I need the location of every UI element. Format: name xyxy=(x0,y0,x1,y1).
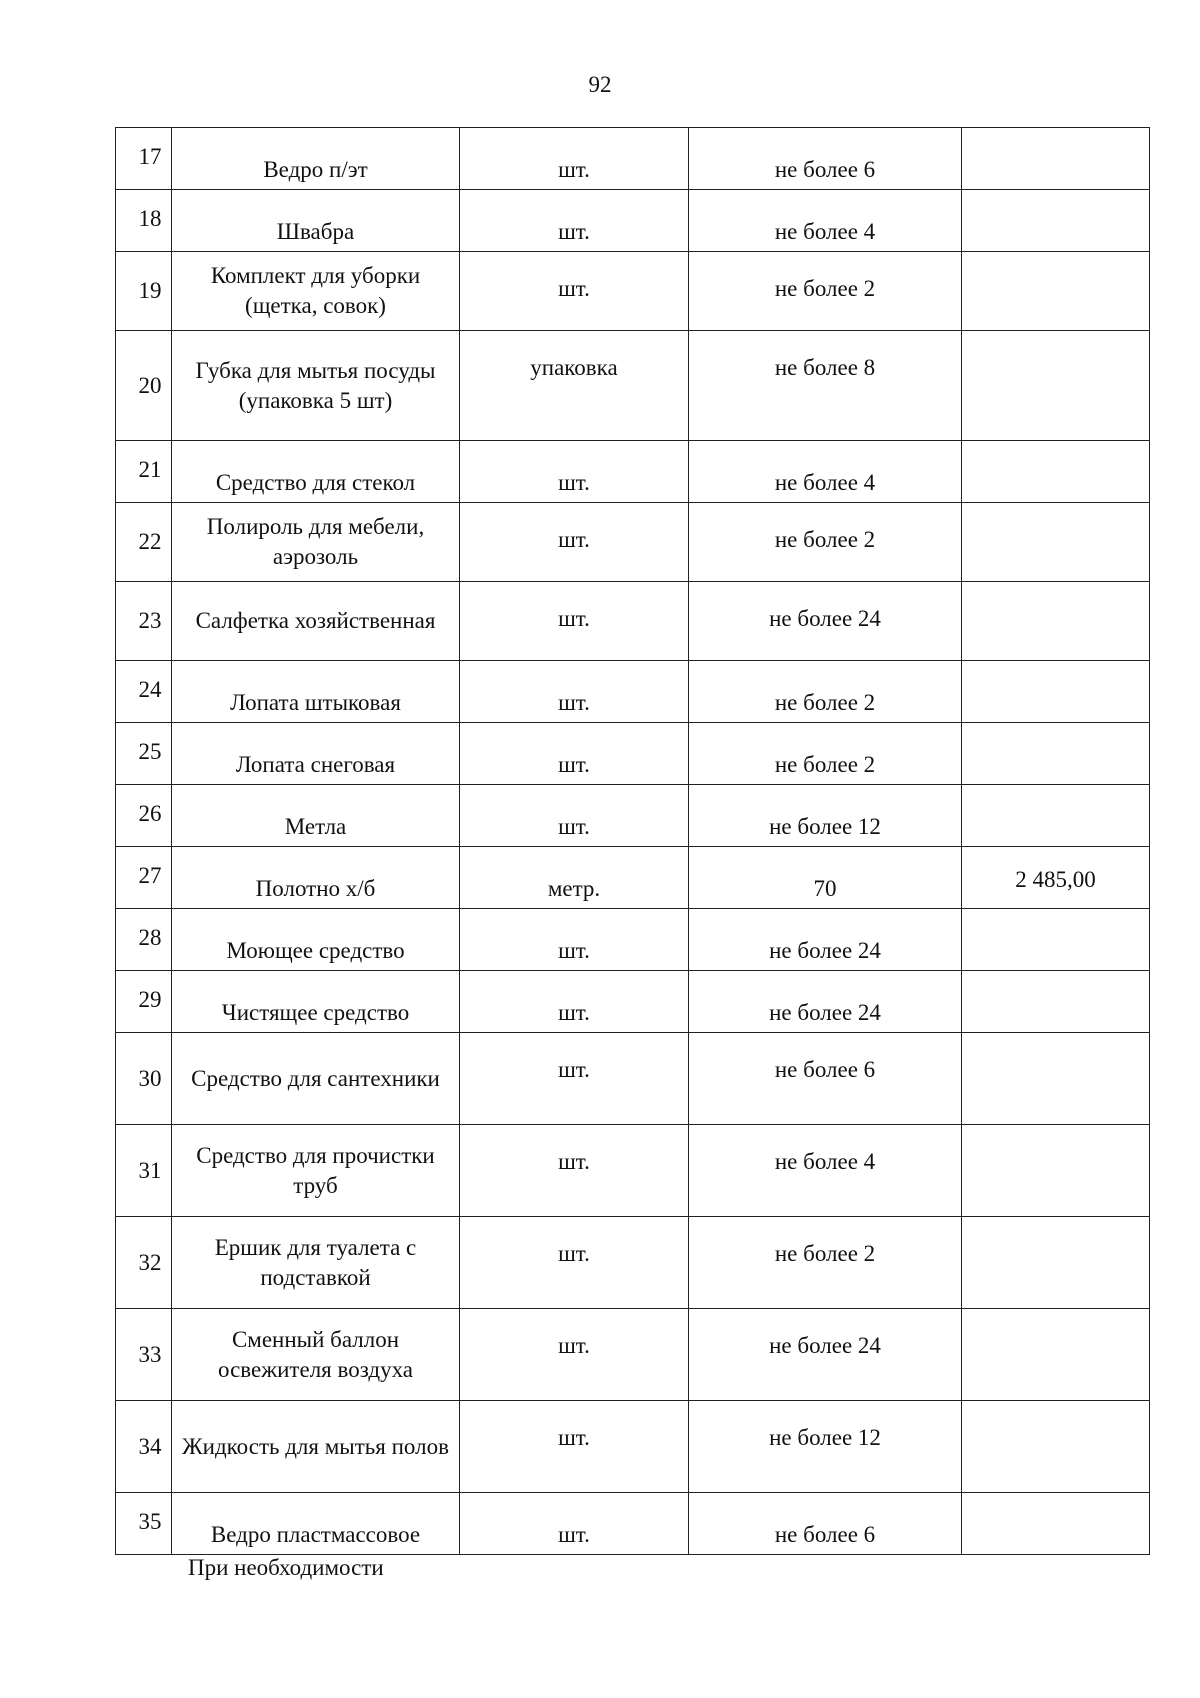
cell-unit: шт. xyxy=(460,723,689,785)
cell-name: Моющее средство xyxy=(172,909,460,971)
cell-unit: шт. xyxy=(460,1217,689,1309)
table-row xyxy=(116,331,1150,441)
cell-qty: не более 2 xyxy=(689,661,962,723)
cell-price xyxy=(962,128,1150,190)
cell-price xyxy=(962,503,1150,582)
cell-price xyxy=(962,785,1150,847)
cell-qty: не более 4 xyxy=(689,1125,962,1217)
cell-qty: не более 6 xyxy=(689,128,962,190)
cell-name: Средство для прочистки труб xyxy=(172,1125,460,1217)
cell-qty: не более 2 xyxy=(689,1217,962,1309)
cell-name: Метла xyxy=(172,785,460,847)
cell-unit: шт. xyxy=(460,971,689,1033)
cell-name: Полотно х/б xyxy=(172,847,460,909)
table-row xyxy=(116,1217,1150,1309)
table-row xyxy=(116,128,1150,190)
cell-unit: шт. xyxy=(460,1493,689,1555)
cell-price xyxy=(962,1033,1150,1125)
cell-num: 19 xyxy=(116,252,172,331)
cell-qty: не более 2 xyxy=(689,252,962,331)
table-row xyxy=(116,1401,1150,1493)
cell-price xyxy=(962,1493,1150,1555)
table-row xyxy=(116,1309,1150,1401)
cell-unit: шт. xyxy=(460,582,689,661)
cell-num: 25 xyxy=(116,723,172,785)
table-row xyxy=(116,971,1150,1033)
table-row xyxy=(116,252,1150,331)
table-row xyxy=(116,723,1150,785)
cell-price xyxy=(962,1125,1150,1217)
cell-price xyxy=(962,582,1150,661)
cell-name: Комплект для уборки (щетка, совок) xyxy=(172,252,460,331)
table-row xyxy=(116,661,1150,723)
table-row xyxy=(116,190,1150,252)
cell-price xyxy=(962,331,1150,441)
cell-qty: не более 24 xyxy=(689,909,962,971)
cell-num: 28 xyxy=(116,909,172,971)
cell-name: Лопата штыковая xyxy=(172,661,460,723)
page-number: 92 xyxy=(588,72,612,97)
cell-num: 29 xyxy=(116,971,172,1033)
cell-unit: шт. xyxy=(460,909,689,971)
cell-qty: не более 24 xyxy=(689,582,962,661)
cell-price: 2 485,00 xyxy=(962,847,1150,909)
cell-price xyxy=(962,909,1150,971)
cell-num: 18 xyxy=(116,190,172,252)
table-row xyxy=(116,847,1150,909)
cell-num: 33 xyxy=(116,1309,172,1401)
table-row xyxy=(116,909,1150,971)
cell-price xyxy=(962,1217,1150,1309)
cell-num: 31 xyxy=(116,1125,172,1217)
cell-qty: не более 24 xyxy=(689,971,962,1033)
cell-price xyxy=(962,190,1150,252)
cell-name: Жидкость для мытья полов xyxy=(172,1401,460,1493)
cell-price xyxy=(962,971,1150,1033)
cell-num: 35 xyxy=(116,1493,172,1555)
cell-name: Лопата снеговая xyxy=(172,723,460,785)
cell-num: 32 xyxy=(116,1217,172,1309)
cell-unit: шт. xyxy=(460,785,689,847)
table-row xyxy=(116,1033,1150,1125)
cell-name: Сменный баллон освежителя воздуха xyxy=(172,1309,460,1401)
cell-qty: не более 2 xyxy=(689,503,962,582)
cell-unit: шт. xyxy=(460,1033,689,1125)
cell-qty: не более 6 xyxy=(689,1033,962,1125)
cell-qty: не более 24 xyxy=(689,1309,962,1401)
cell-name: Губка для мытья посуды (упаковка 5 шт) xyxy=(172,331,460,441)
cell-num: 30 xyxy=(116,1033,172,1125)
cell-price xyxy=(962,1309,1150,1401)
cell-unit: шт. xyxy=(460,1125,689,1217)
cell-name: Чистящее средство xyxy=(172,971,460,1033)
cell-num: 20 xyxy=(116,331,172,441)
cell-name: Ершик для туалета с подставкой xyxy=(172,1217,460,1309)
cell-num: 17 xyxy=(116,128,172,190)
cell-unit: шт. xyxy=(460,503,689,582)
footnote: При необходимости xyxy=(188,1555,384,1580)
cell-num: 26 xyxy=(116,785,172,847)
cell-num: 21 xyxy=(116,441,172,503)
cell-price xyxy=(962,441,1150,503)
cell-qty: не более 8 xyxy=(689,331,962,441)
cell-unit: шт. xyxy=(460,661,689,723)
cell-qty: 70 xyxy=(689,847,962,909)
supplies-table xyxy=(115,127,1150,1555)
cell-unit: упаковка xyxy=(460,331,689,441)
cell-num: 34 xyxy=(116,1401,172,1493)
cell-qty: не более 4 xyxy=(689,190,962,252)
cell-num: 27 xyxy=(116,847,172,909)
cell-unit: шт. xyxy=(460,128,689,190)
cell-unit: шт. xyxy=(460,1309,689,1401)
cell-name: Ведро п/эт xyxy=(172,128,460,190)
cell-price xyxy=(962,1401,1150,1493)
cell-num: 23 xyxy=(116,582,172,661)
cell-name: Полироль для мебели, аэрозоль xyxy=(172,503,460,582)
cell-price xyxy=(962,661,1150,723)
table-body xyxy=(116,128,1150,1555)
table-row xyxy=(116,785,1150,847)
cell-unit: шт. xyxy=(460,441,689,503)
table-row xyxy=(116,1493,1150,1555)
cell-name: Швабра xyxy=(172,190,460,252)
cell-num: 22 xyxy=(116,503,172,582)
cell-qty: не более 12 xyxy=(689,1401,962,1493)
cell-unit: метр. xyxy=(460,847,689,909)
cell-qty: не более 2 xyxy=(689,723,962,785)
cell-qty: не более 4 xyxy=(689,441,962,503)
cell-unit: шт. xyxy=(460,1401,689,1493)
cell-qty: не более 6 xyxy=(689,1493,962,1555)
cell-price xyxy=(962,252,1150,331)
cell-name: Средство для сантехники xyxy=(172,1033,460,1125)
cell-name: Ведро пластмассовое xyxy=(172,1493,460,1555)
table-row xyxy=(116,441,1150,503)
cell-qty: не более 12 xyxy=(689,785,962,847)
cell-unit: шт. xyxy=(460,252,689,331)
table-row xyxy=(116,582,1150,661)
cell-name: Салфетка хозяйственная xyxy=(172,582,460,661)
cell-unit: шт. xyxy=(460,190,689,252)
table-row xyxy=(116,1125,1150,1217)
table-row xyxy=(116,503,1150,582)
cell-num: 24 xyxy=(116,661,172,723)
cell-price xyxy=(962,723,1150,785)
cell-name: Средство для стекол xyxy=(172,441,460,503)
